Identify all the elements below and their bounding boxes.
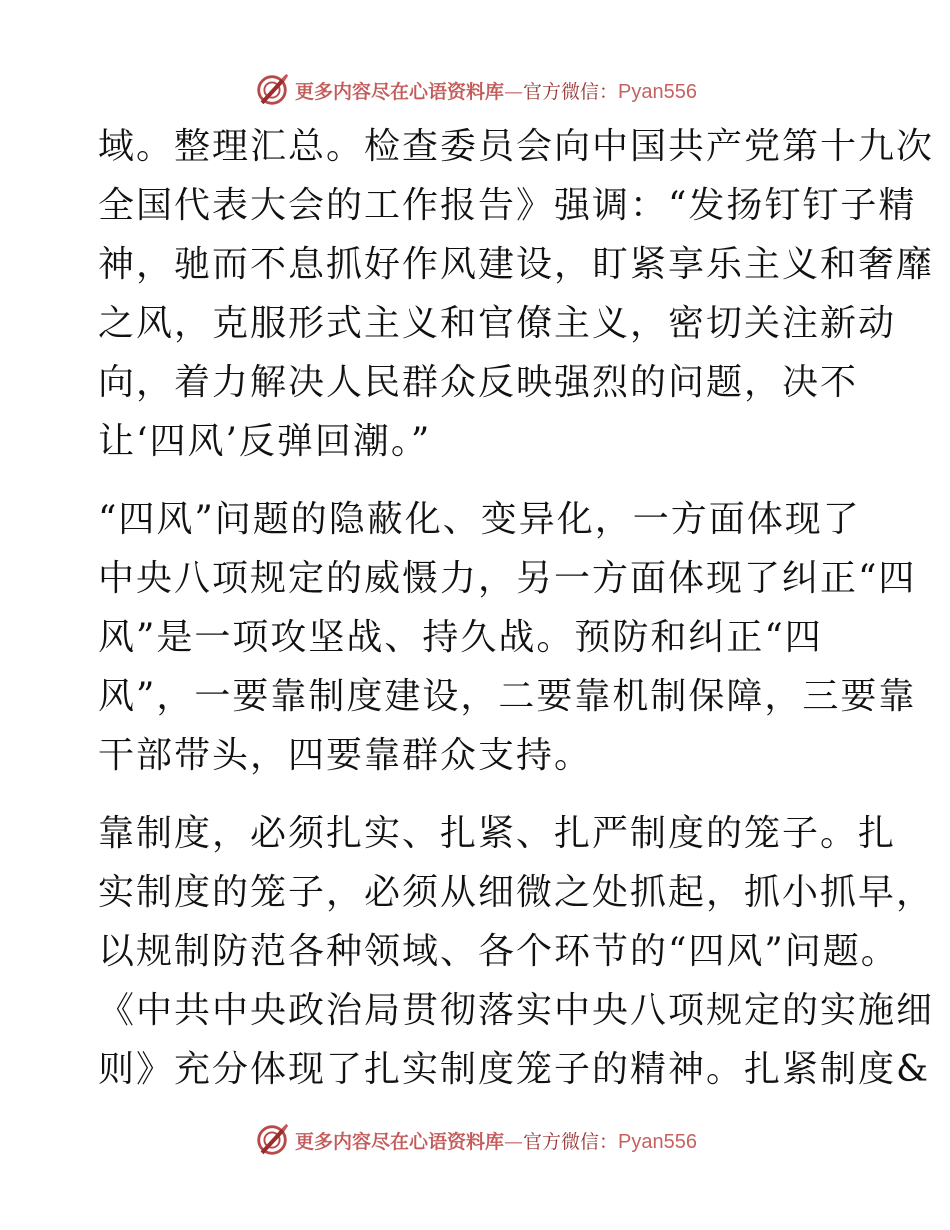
text-line: 神，驰而不息抓好作风建设，盯紧享乐主义和奢靡	[98, 244, 935, 285]
paragraph-1	[98, 117, 935, 471]
paragraph-3	[98, 804, 935, 1099]
banner-dash: —	[504, 1130, 524, 1153]
banner-text	[295, 77, 697, 104]
pen-logo-icon	[253, 71, 291, 109]
text-line: 以规制防范各种领域、各个环节的“四风”问题。	[98, 931, 899, 972]
text-line: 风”，一要靠制度建设，二要靠机制保障，三要靠	[98, 676, 917, 717]
text-line: 《中共中央政治局贯彻落实中央八项规定的实施细	[98, 990, 935, 1031]
banner-main-text: 更多内容尽在心语资料库	[295, 80, 505, 103]
text-line: 靠制度，必须扎实、扎紧、扎严制度的笼子。扎	[98, 813, 897, 854]
text-line: 让‘四风’反弹回潮。”	[98, 421, 432, 462]
paragraph-gap	[98, 785, 858, 804]
text-line: 全国代表大会的工作报告》强调：“发扬钉钉子精	[98, 185, 917, 226]
text-line: 之风，克服形式主义和官僚主义，密切关注新动	[98, 303, 897, 344]
text-line: 中央八项规定的威慑力，另一方面体现了纠正“四	[98, 558, 917, 599]
text-line: 向，着力解决人民群众反映强烈的问题，决不	[98, 362, 859, 403]
banner-text	[295, 1127, 697, 1154]
text-line: “四风”问题的隐蔽化、变异化，一方面体现了	[98, 499, 861, 540]
document-body	[98, 117, 935, 1099]
paragraph-2	[98, 490, 917, 785]
footer-banner	[0, 1120, 950, 1160]
banner-wechat-label: 官方微信：	[523, 1130, 619, 1153]
text-line: 域。整理汇总。检查委员会向中国共产党第十九次	[98, 126, 935, 167]
paragraph-gap	[98, 471, 858, 490]
banner-wechat-id: Pyan556	[618, 80, 697, 103]
text-line: 则》充分体现了扎实制度笼子的精神。扎紧制度&	[98, 1049, 931, 1090]
text-line: 实制度的笼子，必须从细微之处抓起，抓小抓早，	[98, 872, 935, 913]
pen-logo-icon	[253, 1121, 291, 1159]
banner-wechat-label: 官方微信：	[523, 80, 619, 103]
banner-main-text: 更多内容尽在心语资料库	[295, 1130, 505, 1153]
banner-dash: —	[504, 80, 524, 103]
text-line: 干部带头，四要靠群众支持。	[98, 735, 593, 776]
banner-wechat-id: Pyan556	[618, 1130, 697, 1153]
text-line: 风”是一项攻坚战、持久战。预防和纠正“四	[98, 617, 823, 658]
header-banner	[0, 70, 950, 110]
